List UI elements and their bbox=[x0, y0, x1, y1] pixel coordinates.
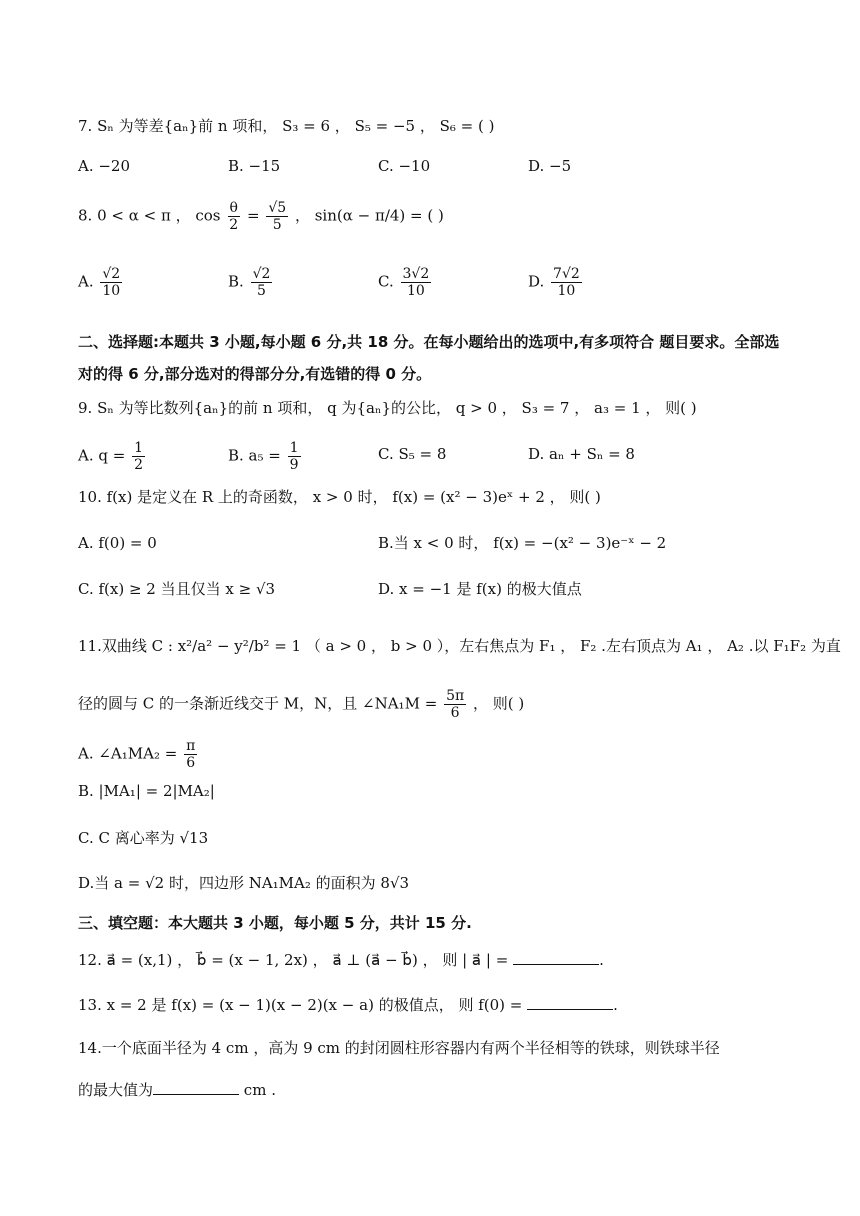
question-8-option-d bbox=[528, 266, 584, 299]
fraction-numerator: √2 bbox=[252, 266, 271, 282]
question-7-option-c: C. −10 bbox=[378, 157, 431, 175]
question-7-option-a: A. −20 bbox=[78, 157, 131, 175]
question-8-fraction-theta bbox=[227, 200, 240, 233]
stem-fraction bbox=[444, 688, 466, 721]
fraction-denominator: 10 bbox=[406, 283, 425, 299]
option-fraction bbox=[288, 440, 301, 473]
fraction-numerator: π bbox=[186, 738, 196, 754]
fraction-denominator: 9 bbox=[289, 457, 299, 473]
question-text: cm . bbox=[243, 1081, 276, 1099]
fraction-denominator: 6 bbox=[186, 755, 196, 771]
option-fraction bbox=[100, 266, 122, 299]
question-text: . bbox=[599, 951, 604, 969]
question-14-line-2 bbox=[78, 1080, 276, 1100]
question-8-option-b bbox=[228, 266, 274, 299]
stem-text: 径的圆与 C 的一条渐近线交于 M，N，且 ∠NA₁M = bbox=[78, 694, 438, 713]
question-14-line-1: 14.一个底面半径为 4 cm ，高为 9 cm 的封闭圆柱形容器内有两个半径相等的铁球，则铁球半径 bbox=[78, 1039, 720, 1057]
fraction-numerator: 1 bbox=[134, 440, 144, 456]
question-8-suffix: ， sin(α − π/4) = ( ) bbox=[294, 206, 444, 225]
question-13 bbox=[78, 995, 618, 1015]
option-label: D. bbox=[528, 272, 545, 291]
fraction-denominator: 5 bbox=[257, 283, 266, 299]
question-7-stem: 7. Sₙ 为等差{aₙ}前 n 项和， S₃ = 6 ， S₅ = −5 ， S₆ = ( ) bbox=[78, 117, 495, 135]
answer-blank[interactable] bbox=[513, 950, 599, 965]
question-10-option-b: B.当 x < 0 时， f(x) = −(x² − 3)e⁻ˣ − 2 bbox=[378, 534, 667, 552]
question-8-option-c bbox=[378, 266, 433, 299]
question-9-option-a bbox=[78, 440, 147, 473]
question-text: 的最大值为 bbox=[78, 1081, 154, 1099]
question-9-stem: 9. Sₙ 为等比数列{aₙ}的前 n 项和， q 为{aₙ}的公比， q > 0 ， S₃ = 7 ， a₃ = 1 ， 则( ) bbox=[78, 399, 697, 417]
option-fraction bbox=[551, 266, 582, 299]
fraction-numerator: √2 bbox=[102, 266, 121, 282]
option-text: B. a₅ = bbox=[228, 446, 281, 465]
equals-sign: = bbox=[246, 206, 260, 225]
fraction-denominator: 6 bbox=[450, 705, 460, 721]
fraction-numerator: 7√2 bbox=[553, 266, 580, 282]
answer-blank[interactable] bbox=[153, 1080, 239, 1095]
question-text: . bbox=[613, 996, 618, 1014]
fraction-numerator: θ bbox=[229, 200, 238, 216]
question-11-option-c: C. C 离心率为 √13 bbox=[78, 829, 209, 847]
question-8-prefix: 8. 0 < α < π ， cos bbox=[78, 206, 221, 225]
fraction-denominator: 2 bbox=[229, 217, 239, 233]
option-text: A. ∠A₁MA₂ = bbox=[78, 744, 178, 763]
option-label: A. bbox=[78, 272, 94, 291]
question-9-option-c: C. S₅ = 8 bbox=[378, 445, 447, 463]
fraction-denominator: 10 bbox=[102, 283, 121, 299]
question-7-option-d: D. −5 bbox=[528, 157, 572, 175]
question-9-option-d: D. aₙ + Sₙ = 8 bbox=[528, 445, 635, 463]
fraction-numerator: 1 bbox=[289, 440, 299, 456]
option-fraction bbox=[132, 440, 145, 473]
section-3-heading: 三、填空题：本大题共 3 小题，每小题 5 分，共计 15 分. bbox=[78, 914, 472, 932]
question-10-option-a: A. f(0) = 0 bbox=[78, 534, 157, 552]
question-7-option-b: B. −15 bbox=[228, 157, 281, 175]
question-8-option-a bbox=[78, 266, 124, 299]
option-fraction bbox=[184, 738, 197, 771]
question-12 bbox=[78, 950, 604, 970]
fraction-numerator: 5π bbox=[446, 688, 465, 704]
option-fraction bbox=[401, 266, 432, 299]
question-8-fraction-root5 bbox=[266, 200, 288, 233]
question-10-option-c: C. f(x) ≥ 2 当且仅当 x ≥ √3 bbox=[78, 580, 276, 598]
section-2-heading: 二、选择题:本题共 3 小题,每小题 6 分,共 18 分。在每小题给出的选项中,有多项符合 题目要求。全部选对的得 6 分,部分选对的得部分分,有选错的得 0 分。 bbox=[78, 333, 780, 383]
fraction-denominator: 2 bbox=[134, 457, 144, 473]
option-fraction bbox=[251, 266, 273, 299]
fraction-denominator: 5 bbox=[272, 217, 282, 233]
question-11-option-b: B. |MA₁| = 2|MA₂| bbox=[78, 782, 215, 800]
stem-text: ， 则( ) bbox=[472, 694, 525, 713]
answer-blank[interactable] bbox=[527, 995, 613, 1010]
question-10-stem: 10. f(x) 是定义在 R 上的奇函数， x > 0 时， f(x) = (x² − 3)eˣ + 2 ， 则( ) bbox=[78, 488, 601, 506]
question-11-option-a bbox=[78, 738, 199, 771]
option-text: A. q = bbox=[78, 446, 126, 465]
question-11-stem-line-2 bbox=[78, 688, 524, 721]
fraction-denominator: 10 bbox=[557, 283, 576, 299]
option-label: C. bbox=[378, 272, 394, 291]
option-label: B. bbox=[228, 272, 244, 291]
question-9-option-b bbox=[228, 440, 303, 473]
question-11-option-d: D.当 a = √2 时，四边形 NA₁MA₂ 的面积为 8√3 bbox=[78, 874, 410, 892]
question-text: 12. a⃗ = (x,1) ， b⃗ = (x − 1, 2x) ， a⃗ ⊥ (a⃗ − b⃗) ， 则 | a⃗ | = bbox=[78, 951, 509, 969]
fraction-numerator: 3√2 bbox=[402, 266, 430, 282]
question-8-stem bbox=[78, 200, 444, 233]
fraction-numerator: √5 bbox=[268, 200, 287, 216]
question-11-stem-line-1: 11.双曲线 C : x²/a² − y²/b² = 1 （ a > 0 ， b > 0 ），左右焦点为 F₁ ， F₂ .左右顶点为 A₁ ， A₂ .以 F₁F₂ 为直 bbox=[78, 637, 841, 655]
question-text: 13. x = 2 是 f(x) = (x − 1)(x − 2)(x − a) 的极值点， 则 f(0) = bbox=[78, 996, 523, 1014]
question-10-option-d: D. x = −1 是 f(x) 的极大值点 bbox=[378, 580, 582, 598]
